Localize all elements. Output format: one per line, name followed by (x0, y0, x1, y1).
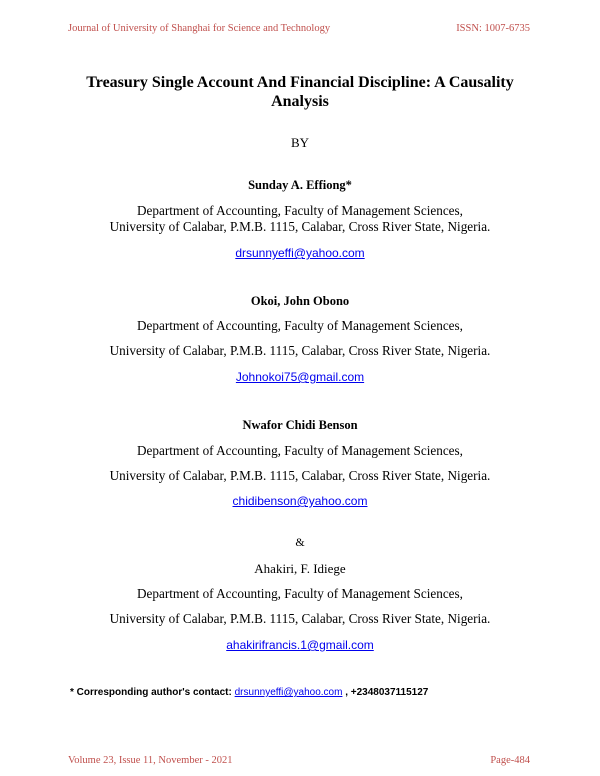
ampersand: & (295, 535, 305, 549)
author-name-1: Sunday A. Effiong* (248, 178, 352, 192)
author-2-email-link[interactable]: Johnokoi75@gmail.com (235, 370, 365, 384)
corresponding-phone: +2348037115127 (350, 687, 429, 698)
author-name-2: Okoi, John Obono (250, 294, 350, 308)
corresponding-label: * Corresponding author's contact: (70, 687, 232, 698)
volume-issue: Volume 23, Issue 11, November - 2021 (68, 755, 233, 766)
author-1-affiliation-line1: Department of Accounting, Faculty of Management Sciences, (137, 203, 463, 218)
author-2-affiliation-line2: University of Calabar, P.M.B. 1115, Calabar, Cross River State, Nigeria. (109, 343, 491, 358)
author-3-affiliation-line2: University of Calabar, P.M.B. 1115, Calabar, Cross River State, Nigeria. (109, 468, 491, 483)
author-3-email-link[interactable]: chidibenson@yahoo.com (232, 494, 368, 508)
corresponding-separator: , (345, 687, 348, 698)
author-name-4: Ahakiri, F. Idiege (254, 561, 346, 576)
corresponding-email-link[interactable]: drsunnyeffi@yahoo.com (234, 687, 343, 698)
corresponding-author-note (70, 687, 428, 698)
author-name-3: Nwafor Chidi Benson (242, 418, 358, 432)
issn: ISSN: 1007-6735 (456, 23, 530, 34)
journal-name: Journal of University of Shanghai for Science and Technology (68, 23, 331, 34)
author-4-affiliation-line2: University of Calabar, P.M.B. 1115, Calabar, Cross River State, Nigeria. (109, 611, 491, 626)
author-4-affiliation-line1: Department of Accounting, Faculty of Management Sciences, (137, 586, 463, 601)
author-1-email-link[interactable]: drsunnyeffi@yahoo.com (235, 246, 365, 260)
author-2-affiliation-line1: Department of Accounting, Faculty of Management Sciences, (137, 318, 463, 333)
page-number: Page-484 (490, 755, 530, 766)
paper-title: Treasury Single Account And Financial Discipline: A Causality Analysis (86, 74, 514, 110)
author-3-affiliation-line1: Department of Accounting, Faculty of Management Sciences, (137, 443, 463, 458)
by-label: BY (290, 135, 310, 150)
author-4-email-link[interactable]: ahakirifrancis.1@gmail.com (226, 638, 374, 652)
author-1-affiliation-line2: University of Calabar, P.M.B. 1115, Calabar, Cross River State, Nigeria. (109, 219, 491, 234)
